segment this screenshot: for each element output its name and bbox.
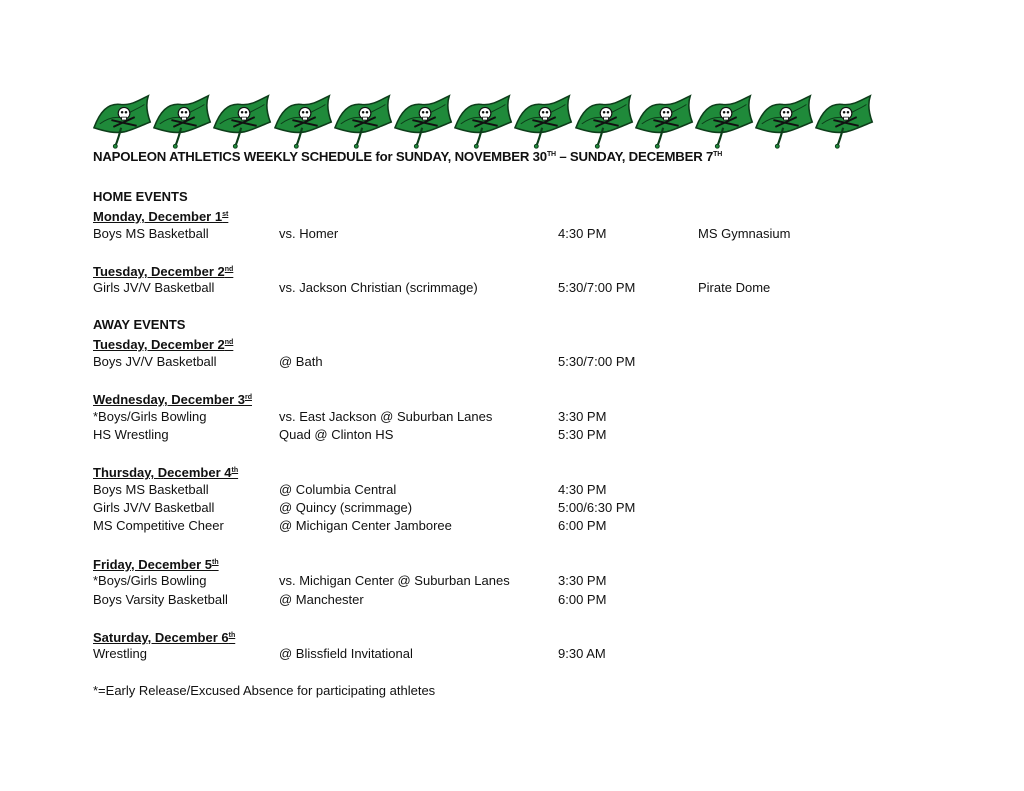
away-events-heading: AWAY EVENTS bbox=[93, 317, 186, 333]
event-time: 5:30 PM bbox=[558, 426, 607, 442]
event-opponent: @ Blissfield Invitational bbox=[279, 646, 413, 662]
event-time: 3:30 PM bbox=[558, 573, 607, 589]
day-ordinal: th bbox=[211, 558, 219, 566]
day-label: Tuesday, December 2 bbox=[93, 337, 225, 353]
pirate-flag-icon bbox=[393, 92, 453, 150]
event-time: 4:30 PM bbox=[558, 225, 607, 241]
schedule bbox=[93, 188, 973, 700]
day-label: Wednesday, December 3 bbox=[93, 392, 245, 408]
event-sport: HS Wrestling bbox=[93, 426, 169, 442]
event-opponent: @ Columbia Central bbox=[279, 481, 397, 497]
day-heading bbox=[93, 554, 973, 572]
event-sport: Boys Varsity Basketball bbox=[93, 591, 228, 607]
pirate-flag-icon bbox=[273, 92, 333, 150]
event-opponent: Quad @ Clinton HS bbox=[279, 426, 394, 442]
pirate-flag-icon bbox=[634, 92, 694, 150]
event-sport: *Boys/Girls Bowling bbox=[93, 573, 207, 589]
event-row bbox=[93, 353, 973, 371]
title-ordinal-start: TH bbox=[546, 151, 556, 158]
day-label: Monday, December 1 bbox=[93, 209, 223, 225]
day-heading bbox=[93, 334, 973, 352]
day-heading bbox=[93, 261, 973, 279]
pirate-flag-icon bbox=[212, 92, 272, 150]
event-sport: Boys MS Basketball bbox=[93, 225, 209, 241]
spacer bbox=[93, 243, 973, 261]
event-row bbox=[93, 591, 973, 609]
event-time: 5:00/6:30 PM bbox=[558, 500, 636, 516]
event-location: MS Gymnasium bbox=[698, 225, 791, 241]
event-location: Pirate Dome bbox=[698, 280, 771, 296]
event-sport: Boys JV/V Basketball bbox=[93, 353, 217, 369]
event-sport: Wrestling bbox=[93, 646, 147, 662]
day-ordinal: th bbox=[231, 467, 239, 475]
event-row bbox=[93, 517, 973, 535]
day-label: Thursday, December 4 bbox=[93, 465, 232, 481]
event-time: 4:30 PM bbox=[558, 481, 607, 497]
event-time: 6:00 PM bbox=[558, 591, 607, 607]
spacer bbox=[93, 609, 973, 627]
day-ordinal: nd bbox=[224, 266, 234, 274]
pirate-flag-icon bbox=[333, 92, 393, 150]
pirate-flag-icon bbox=[574, 92, 634, 150]
page-title bbox=[93, 149, 722, 164]
event-row bbox=[93, 426, 973, 444]
pirate-flag-icon bbox=[152, 92, 212, 150]
event-time: 5:30/7:00 PM bbox=[558, 280, 636, 296]
title-ordinal-end: TH bbox=[713, 151, 723, 158]
day-ordinal: th bbox=[228, 632, 236, 640]
footnote: *=Early Release/Excused Absence for participating athletes bbox=[93, 683, 436, 699]
event-opponent: vs. Michigan Center @ Suburban Lanes bbox=[279, 573, 510, 589]
event-opponent: vs. Jackson Christian (scrimmage) bbox=[279, 280, 478, 296]
spacer bbox=[93, 536, 973, 554]
event-row bbox=[93, 645, 973, 663]
pirate-flag-icon bbox=[92, 92, 152, 150]
event-sport: Girls JV/V Basketball bbox=[93, 500, 215, 516]
day-ordinal: rd bbox=[244, 394, 252, 402]
day-label: Tuesday, December 2 bbox=[93, 264, 225, 280]
home-events-heading: HOME EVENTS bbox=[93, 189, 188, 204]
flag-banner bbox=[92, 92, 874, 150]
day-heading bbox=[93, 389, 973, 407]
day-label: Friday, December 5 bbox=[93, 556, 212, 572]
title-end: – SUNDAY, DECEMBER 7 bbox=[555, 149, 714, 164]
event-time: 5:30/7:00 PM bbox=[558, 353, 636, 369]
event-sport: Girls JV/V Basketball bbox=[93, 280, 215, 296]
event-row bbox=[93, 499, 973, 517]
spacer bbox=[93, 371, 973, 389]
event-row bbox=[93, 481, 973, 499]
event-time: 9:30 AM bbox=[558, 646, 606, 662]
event-row bbox=[93, 225, 973, 243]
event-opponent: vs. Homer bbox=[279, 225, 339, 241]
event-opponent: @ Manchester bbox=[279, 591, 364, 607]
day-label: Saturday, December 6 bbox=[93, 630, 229, 646]
event-opponent: @ Quincy (scrimmage) bbox=[279, 500, 413, 516]
event-opponent: @ Michigan Center Jamboree bbox=[279, 518, 452, 534]
day-heading bbox=[93, 206, 973, 224]
event-row bbox=[93, 572, 973, 590]
pirate-flag-icon bbox=[814, 92, 874, 150]
event-sport: Boys MS Basketball bbox=[93, 481, 209, 497]
event-sport: MS Competitive Cheer bbox=[93, 518, 224, 534]
day-ordinal: nd bbox=[224, 339, 234, 347]
spacer bbox=[93, 444, 973, 462]
day-heading bbox=[93, 462, 973, 480]
event-opponent: vs. East Jackson @ Suburban Lanes bbox=[279, 408, 493, 424]
pirate-flag-icon bbox=[513, 92, 573, 150]
day-ordinal: st bbox=[222, 211, 229, 219]
event-sport: *Boys/Girls Bowling bbox=[93, 408, 207, 424]
spacer bbox=[93, 298, 973, 316]
event-time: 6:00 PM bbox=[558, 518, 607, 534]
event-row bbox=[93, 408, 973, 426]
pirate-flag-icon bbox=[453, 92, 513, 150]
title-start: NAPOLEON ATHLETICS WEEKLY SCHEDULE for SUNDAY, NOVEMBER 30 bbox=[93, 149, 547, 164]
event-time: 3:30 PM bbox=[558, 408, 607, 424]
event-row bbox=[93, 279, 973, 297]
day-heading bbox=[93, 627, 973, 645]
pirate-flag-icon bbox=[754, 92, 814, 150]
event-opponent: @ Bath bbox=[279, 353, 323, 369]
spacer bbox=[93, 664, 973, 682]
pirate-flag-icon bbox=[694, 92, 754, 150]
